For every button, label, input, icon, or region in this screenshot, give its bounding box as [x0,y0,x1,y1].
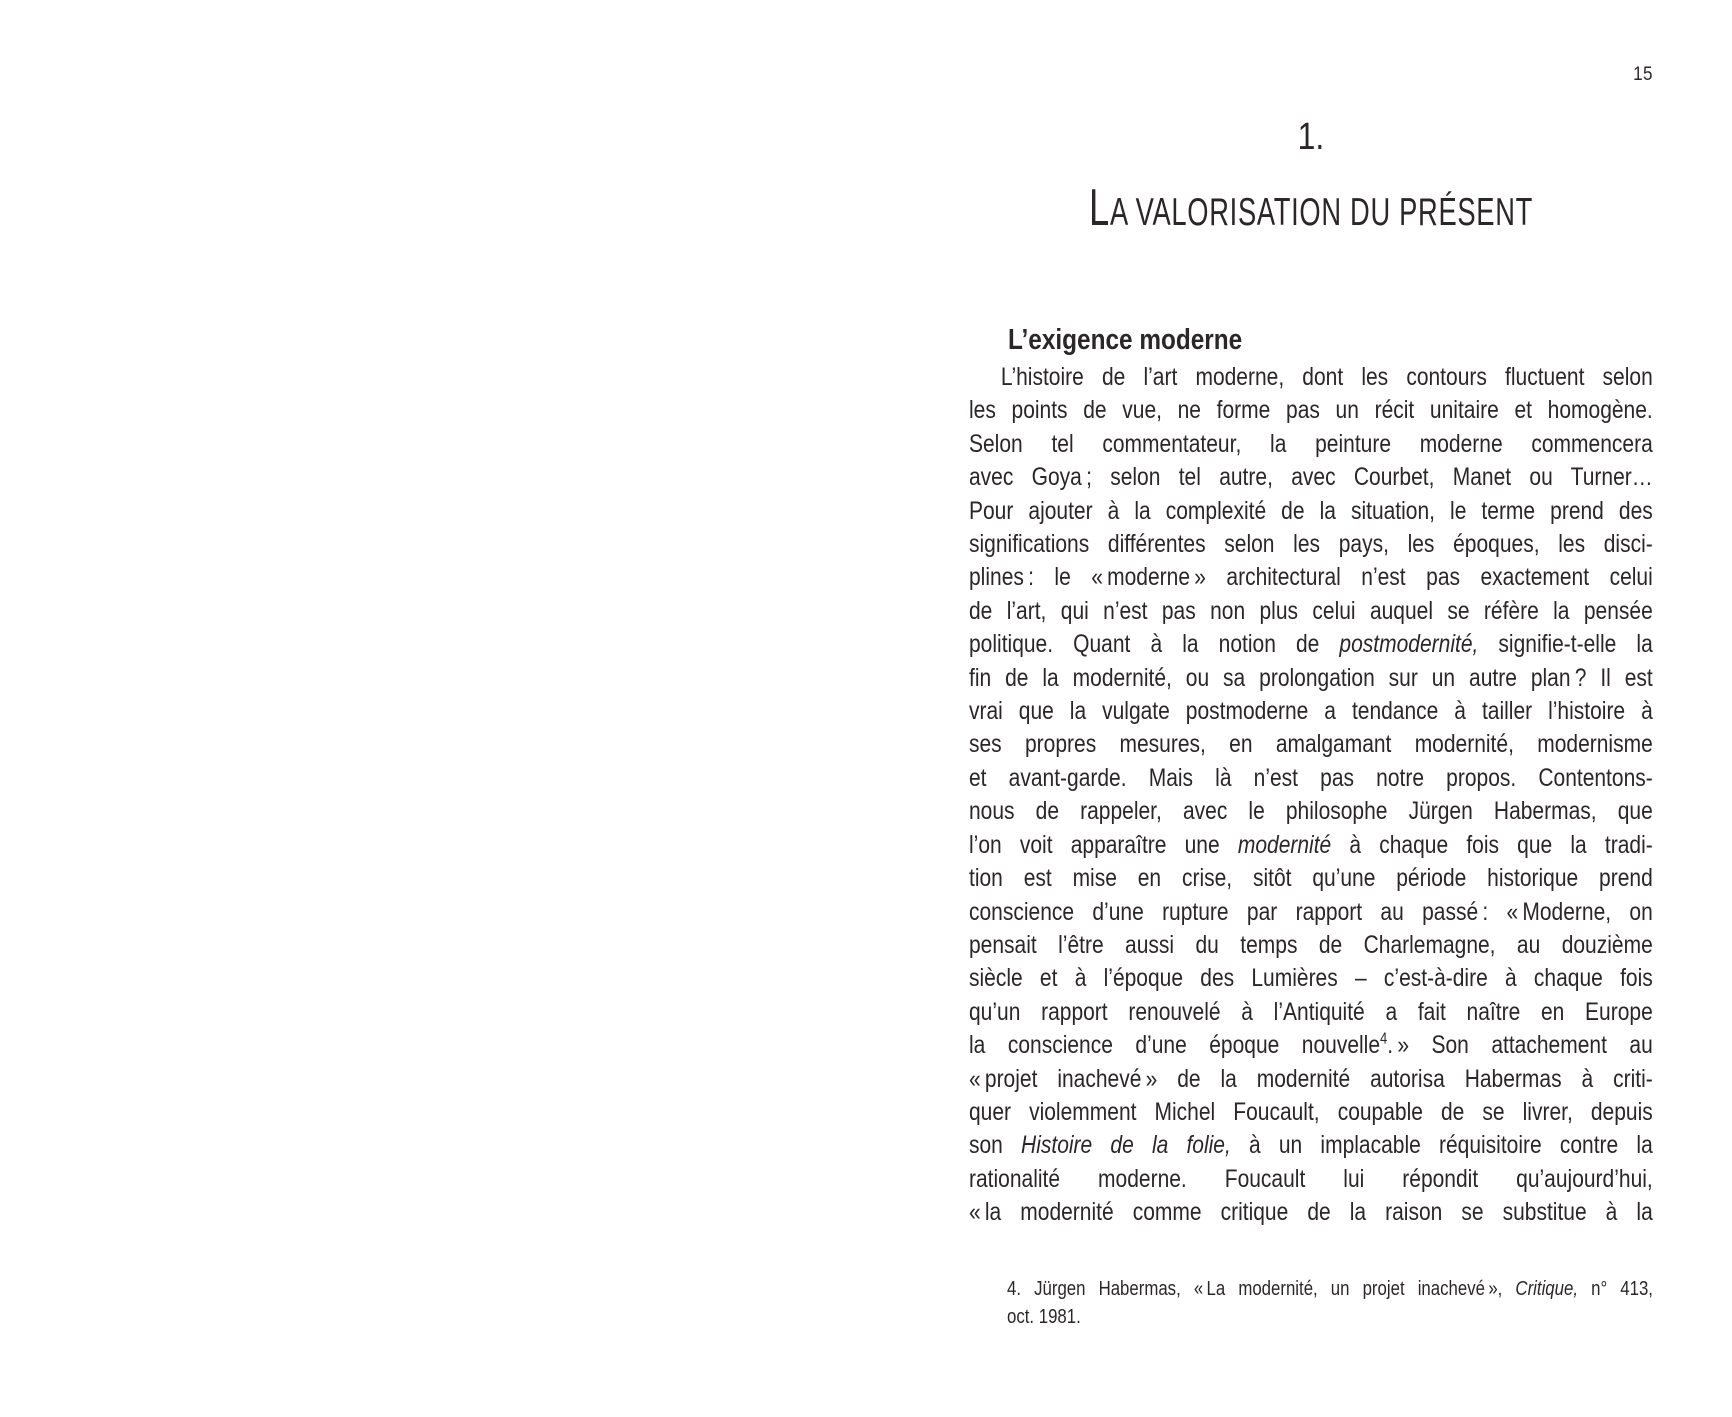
text-line: politique. Quant à la notion de postmodernité, signifie-t-elle la [969,630,1653,659]
text-line: et avant-garde. Mais là n’est pas notre propos. Contentons- [969,763,1653,792]
body-text [969,361,1653,1230]
text-line: significations différentes selon les pays, les époques, les disci- [969,530,1653,559]
text-line: « la modernité comme critique de la raison se substitue à la [969,1198,1653,1227]
text-line: ses propres mesures, en amalgamant modernité, modernisme [969,730,1653,759]
chapter-title-rest: A VALORISATION DU PRÉSENT [1109,191,1533,234]
text-line: rationalité moderne. Foucault lui répondit qu’aujourd’hui, [969,1164,1653,1193]
text-line: qu’un rapport renouvelé à l’Antiquité a fait naître en Europe [969,997,1653,1026]
chapter-title-initial: L [1089,179,1110,237]
text-line: L’histoire de l’art moderne, dont les contours fluctuent selon [1000,363,1653,391]
text-line: son Histoire de la folie, à un implacable réquisitoire contre la [969,1131,1653,1160]
chapter-title [932,179,1691,237]
text-line: Selon tel commentateur, la peinture moderne commencera [969,429,1653,458]
text-line: conscience d’une rupture par rapport au passé : « Moderne, on [969,897,1653,926]
text-line: vrai que la vulgate postmoderne a tendance à tailler l’histoire à [969,697,1653,726]
text-line: les points de vue, ne forme pas un récit unitaire et homogène. [969,396,1653,425]
text-line: pensait l’être aussi du temps de Charlemagne, au douzième [969,930,1653,959]
chapter-number: 1. [1297,116,1325,158]
text-line: oct. 1981. [1007,1306,1081,1329]
text-line: nous de rappeler, avec le philosophe Jürgen Habermas, que [969,797,1653,826]
text-line: l’on voit apparaître une modernité à chaque fois que la tradi- [969,830,1653,859]
text-line: fin de la modernité, ou sa prolongation sur un autre plan ? Il est [969,663,1653,692]
page-number: 15 [1633,64,1653,85]
text-line: avec Goya ; selon tel autre, avec Courbet, Manet ou Turner… [969,463,1653,492]
text-line: tion est mise en crise, sitôt qu’une période historique prend [969,864,1653,893]
text-line: Pour ajouter à la complexité de la situation, le terme prend des [969,496,1653,525]
text-line: « projet inachevé » de la modernité autorisa Habermas à criti- [969,1064,1653,1093]
text-line: quer violemment Michel Foucault, coupable de se livrer, depuis [969,1097,1653,1126]
footnote [1007,1275,1653,1332]
text-line: siècle et à l’époque des Lumières – c’est-à-dire à chaque fois [969,964,1653,993]
text-line: de l’art, qui n’est pas non plus celui auquel se réfère la pensée [969,596,1653,625]
text-line: la conscience d’une époque nouvelle$^4$. » Son attachement au [969,1030,1653,1060]
footnote-reference: 4 [1380,1030,1388,1048]
text-line: 4. Jürgen Habermas, « La modernité, un projet inachevé », Critique, n° 413, [1007,1278,1653,1300]
text-line: plines : le « moderne » architectural n’est pas exactement celui [969,563,1653,592]
section-heading: L’exigence moderne [1008,324,1243,356]
